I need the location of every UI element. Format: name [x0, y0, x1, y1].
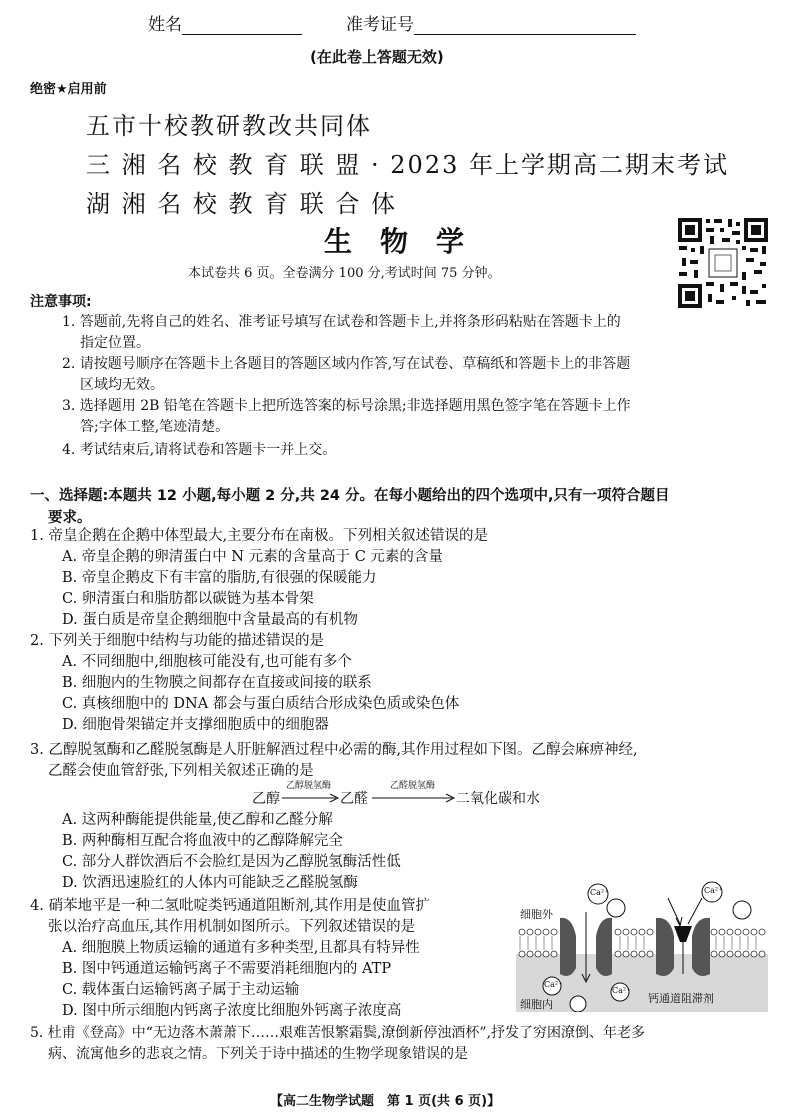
invalid-note: (在此卷上答题无效): [310, 48, 444, 66]
q5-stem-line1: 5. 杜甫《登高》中“无边落木萧萧下……艰难苦恨繁霜鬓,潦倒新停浊酒杯”,抒发了穷困潦倒、年老多: [30, 1025, 646, 1041]
q2-option-a: A. 不同细胞中,细胞核可能没有,也可能有多个: [62, 654, 352, 670]
note-1a: 1. 答题前,先将自己的姓名、准考证号填写在试卷和答题卡上,并将条形码粘贴在答题卡上的: [62, 314, 621, 330]
q4-option-c: C. 载体蛋白运输钙离子属于主动运输: [62, 982, 300, 998]
q3-enzyme2: 乙醛脱氢酶: [390, 781, 436, 791]
q3-option-b: B. 两种酶相互配合将血液中的乙醇降解完全: [62, 833, 343, 849]
page-footer: 【高二生物学试题 第 1 页(共 6 页)】: [270, 1094, 501, 1109]
ca-ion-label-4: Ca²⁺: [612, 986, 631, 995]
name-label: 姓名: [148, 15, 182, 35]
blocker-label: 钙通道阻滞剂: [648, 992, 714, 1005]
qr-code: [676, 216, 770, 310]
q4-option-b: B. 图中钙通道运输钙离子不需要消耗细胞内的 ATP: [62, 961, 392, 977]
q4-option-d: D. 图中所示细胞内钙离子浓度比细胞外钙离子浓度高: [62, 1003, 402, 1019]
membrane-outside-label: 细胞外: [520, 908, 553, 921]
title-line-2: 三 湘 名 校 教 育 联 盟 · 2023 年上学期高二期末考试: [86, 151, 729, 179]
q3-option-d: D. 饮酒迅速脸红的人体内可能缺乏乙醛脱氢酶: [62, 875, 358, 891]
q3-stem-line2: 乙醛会使血管舒张,下列相关叙述正确的是: [48, 763, 314, 779]
ticket-label: 准考证号: [346, 15, 414, 35]
q4-membrane-figure: [516, 876, 768, 1012]
q1-option-b: B. 帝皇企鹅皮下有丰富的脂肪,有很强的保暖能力: [62, 570, 377, 586]
q3-stem-line1: 3. 乙醇脱氢酶和乙醛脱氢酶是人肝脏解酒过程中必需的酶,其作用过程如下图。乙醇会麻痹神经,: [30, 742, 638, 758]
q3-arrow-2: [372, 793, 456, 803]
ca-ion-label-3: Ca²⁺: [544, 980, 563, 989]
subject-title: 生 物 学: [324, 225, 465, 258]
q5-stem-line2: 病、流寓他乡的悲哀之情。下列关于诗中描述的生物学现象错误的是: [48, 1046, 468, 1062]
exam-info: 本试卷共 6 页。全卷满分 100 分,考试时间 75 分钟。: [188, 266, 501, 281]
q2-stem: 2. 下列关于细胞中结构与功能的描述错误的是: [30, 633, 324, 649]
ca-ion-label-2: Ca²⁺: [704, 886, 723, 895]
note-3b: 答;字体工整,笔迹清楚。: [80, 419, 230, 435]
q4-stem-line2: 张以治疗高血压,其作用机制如图所示。下列叙述错误的是: [48, 919, 416, 935]
note-1b: 指定位置。: [80, 335, 150, 351]
q4-stem-line1: 4. 硝苯地平是一种二氢吡啶类钙通道阻断剂,其作用是使血管扩: [30, 898, 431, 914]
q3-arrow-1: [282, 793, 340, 803]
ticket-field: [346, 10, 636, 35]
name-blank: [182, 16, 302, 35]
q2-option-d: D. 细胞骨架锚定并支撑细胞质中的细胞器: [62, 717, 329, 733]
name-field: [148, 10, 302, 35]
q3-option-c: C. 部分人群饮酒后不会脸红是因为乙醇脱氢酶活性低: [62, 854, 401, 870]
q3-product: 二氧化碳和水: [456, 791, 540, 807]
q4-option-a: A. 细胞膜上物质运输的通道有多种类型,且都具有特异性: [62, 940, 420, 956]
ca-ion-label-1: Ca²⁺: [590, 888, 609, 897]
note-2b: 区域均无效。: [80, 377, 164, 393]
q3-ethanol: 乙醇: [252, 791, 280, 807]
membrane-drawing: [516, 876, 768, 1012]
q2-option-c: C. 真核细胞中的 DNA 都会与蛋白质结合形成染色质或染色体: [62, 696, 460, 712]
section1-line1: 一、选择题:本题共 12 小题,每小题 2 分,共 24 分。在每小题给出的四个选项中,只有一项符合题目: [30, 488, 670, 504]
q3-acetaldehyde: 乙醛: [340, 791, 368, 807]
note-2a: 2. 请按题号顺序在答题卡上各题目的答题区域内作答,写在试卷、草稿纸和答题卡上的非答题: [62, 356, 631, 372]
q3-option-a: A. 这两种酶能提供能量,使乙醇和乙醛分解: [62, 812, 333, 828]
q3-enzyme1: 乙醇脱氢酶: [286, 781, 332, 791]
secret-mark: 绝密★启用前: [30, 82, 107, 97]
q2-option-b: B. 细胞内的生物膜之间都存在直接或间接的联系: [62, 675, 372, 691]
q1-stem: 1. 帝皇企鹅在企鹅中体型最大,主要分布在南极。下列相关叙述错误的是: [30, 528, 489, 544]
membrane-inside-label: 细胞内: [520, 998, 553, 1011]
ticket-blank: [414, 16, 636, 35]
title-line-3: 湖 湘 名 校 教 育 联 合 体: [86, 190, 398, 218]
note-4: 4. 考试结束后,请将试卷和答题卡一并上交。: [62, 442, 337, 458]
section1-line2: 要求。: [48, 510, 92, 526]
q1-option-a: A. 帝皇企鹅的卵清蛋白中 N 元素的含量高于 C 元素的含量: [62, 549, 443, 565]
notes-heading: 注意事项:: [30, 294, 92, 310]
q1-option-d: D. 蛋白质是帝皇企鹅细胞中含量最高的有机物: [62, 612, 358, 628]
q1-option-c: C. 卵清蛋白和脂肪都以碳链为基本骨架: [62, 591, 314, 607]
title-line-1: 五市十校教研教改共同体: [86, 112, 372, 140]
note-3a: 3. 选择题用 2B 铅笔在答题卡上把所选答案的标号涂黑;非选择题用黑色签字笔在答题卡上作: [62, 398, 631, 414]
